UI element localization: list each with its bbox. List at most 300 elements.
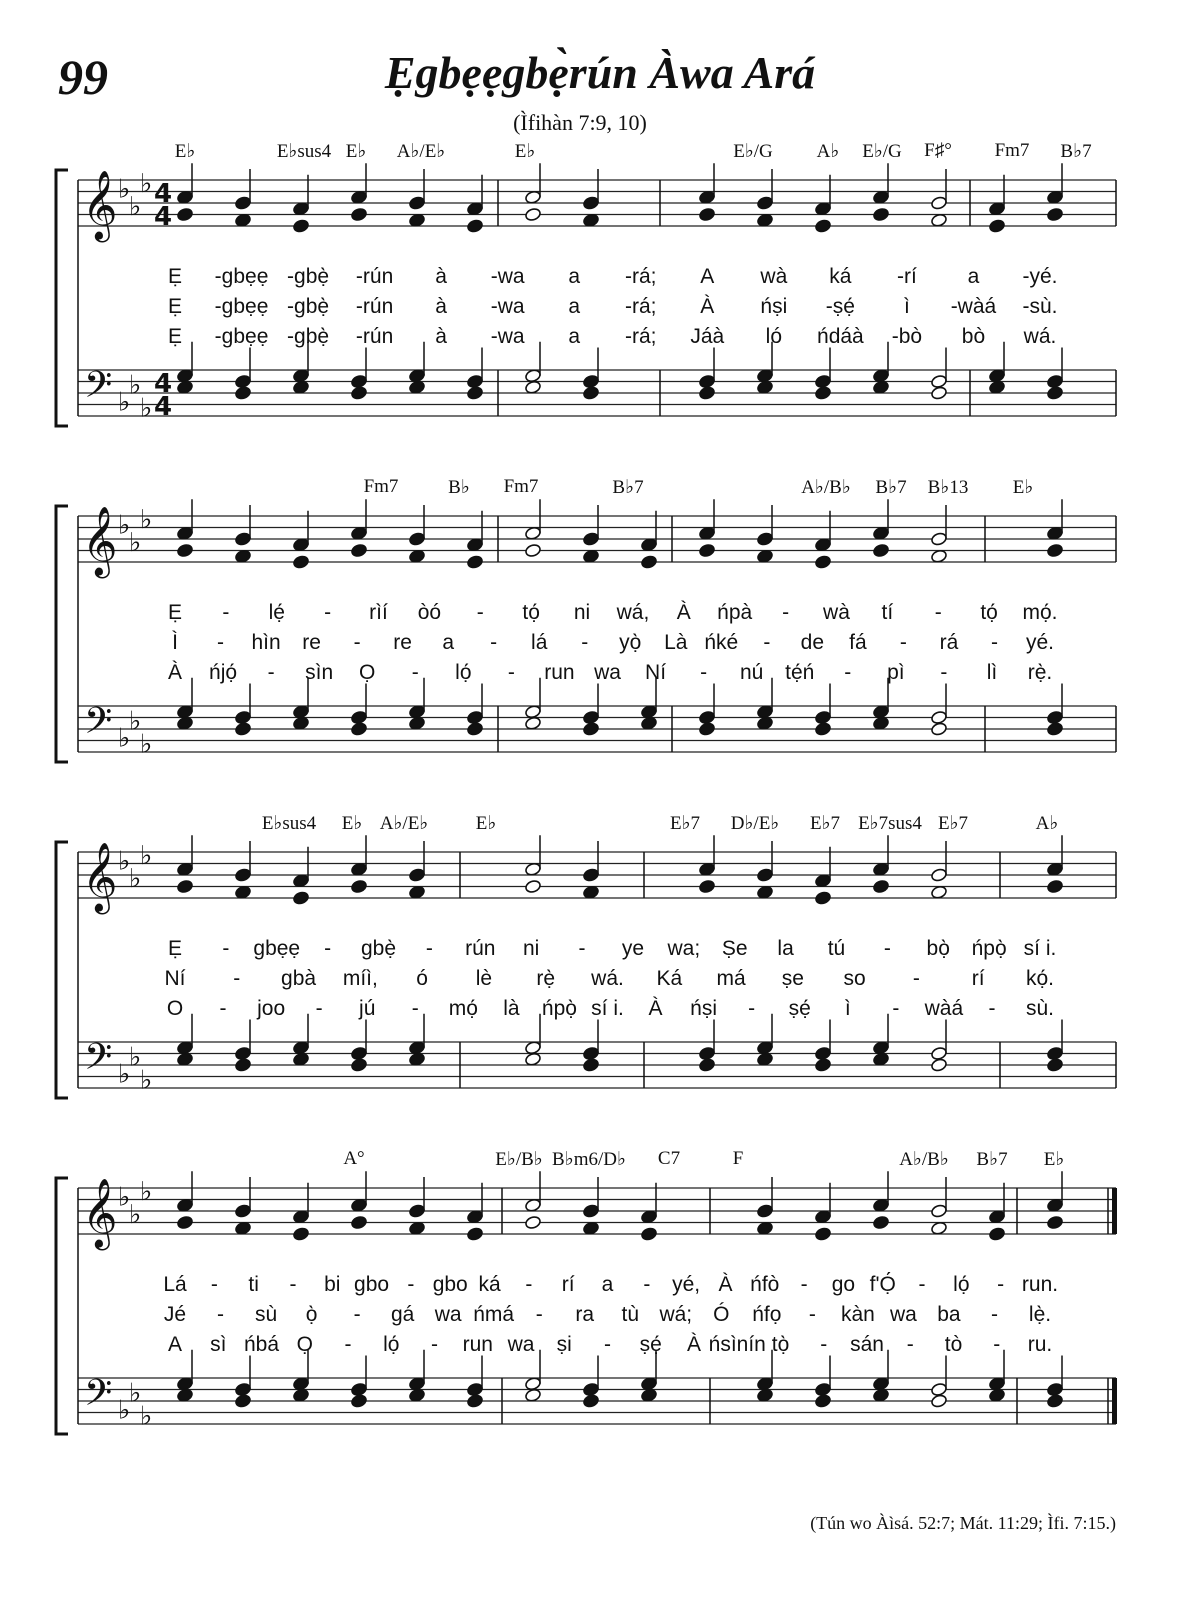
lyric-syllable: wà xyxy=(760,265,788,288)
note-head xyxy=(814,555,831,570)
final-barline xyxy=(1112,1188,1117,1234)
lyric-syllable: - xyxy=(525,1273,533,1296)
note-head xyxy=(234,1382,251,1397)
time-signature: 4 xyxy=(154,392,173,422)
note-head xyxy=(466,555,483,570)
lyric-syllable: tọ́ xyxy=(522,601,540,624)
note-head xyxy=(698,543,715,558)
lyric-syllable: wa xyxy=(889,1303,917,1326)
lyric-syllable: - xyxy=(578,937,586,960)
note-head xyxy=(408,196,425,211)
lyric-syllable: - xyxy=(431,1333,438,1356)
lyric-syllable: O xyxy=(166,997,184,1020)
lyric-syllable: - xyxy=(217,631,225,654)
final-barline xyxy=(1112,1378,1117,1424)
lyric-syllable: - xyxy=(425,937,433,960)
lyric-syllable: - xyxy=(800,1273,808,1296)
lyric-syllable: tú xyxy=(827,937,846,960)
system-bracket xyxy=(56,842,68,1098)
system-bracket xyxy=(56,1178,68,1434)
lyric-syllable: -gbẹẹ xyxy=(214,295,269,318)
note-head xyxy=(756,196,773,211)
lyric-syllable: ká xyxy=(829,265,852,288)
note-head xyxy=(1046,1046,1063,1061)
lyric-syllable: yọ̀ xyxy=(619,631,642,654)
lyric-syllable: À xyxy=(700,295,715,318)
lyric-syllable: rẹ̀ xyxy=(536,967,556,990)
lyric-syllable: ó xyxy=(416,967,428,990)
lyric-syllable: - xyxy=(990,631,998,654)
lyric-syllable: ni xyxy=(573,601,591,624)
lyric-syllable: - xyxy=(940,661,948,684)
lyric-syllable: bi xyxy=(324,1273,341,1296)
lyric-syllable: - xyxy=(267,661,275,684)
key-signature-flat: ♭ xyxy=(140,1065,153,1096)
lyric-syllable: À xyxy=(167,661,183,684)
lyric-syllable: - xyxy=(883,937,891,960)
lyric-syllable: pì xyxy=(887,661,905,684)
lyric-syllable: rí xyxy=(971,967,985,990)
lyric-syllable: - xyxy=(997,1273,1005,1296)
chord-symbol: E♭ xyxy=(514,141,536,162)
note-head xyxy=(814,1394,831,1409)
lyric-syllable: gá xyxy=(390,1303,415,1326)
note-head xyxy=(814,386,831,401)
lyric-syllable: sí i. xyxy=(1023,937,1057,960)
chord-symbol: A♭/B♭ xyxy=(801,477,851,498)
note-head xyxy=(1046,386,1063,401)
chord-symbol: A♭/E♭ xyxy=(396,141,446,162)
lyric-syllable: ńfọ xyxy=(752,1303,782,1326)
note-head xyxy=(350,374,367,389)
lyric-syllable: ṣẹ́ xyxy=(639,1333,662,1356)
chord-symbol: B♭7 xyxy=(612,477,644,498)
lyric-syllable: - xyxy=(700,661,708,684)
key-signature-flat: ♭ xyxy=(129,1199,142,1230)
chord-symbol: E♭/G xyxy=(733,141,773,162)
note-head xyxy=(350,1382,367,1397)
lyric-syllable: sán xyxy=(850,1333,884,1356)
note-head xyxy=(176,1215,193,1230)
hymn-title: Ẹgbẹẹgbẹ̀rún Àwa Ará xyxy=(384,47,816,98)
lyric-syllable: - xyxy=(643,1273,651,1296)
note-head xyxy=(698,710,715,725)
note-head xyxy=(756,532,773,547)
lyric-syllable: - xyxy=(993,1333,1001,1356)
footer-references: (Tún wo Àìsá. 52:7; Mát. 11:29; Ìfi. 7:15.) xyxy=(810,1513,1116,1533)
chord-symbol: B♭m6/D♭ xyxy=(552,1149,626,1170)
note-head xyxy=(930,196,947,211)
lyric-syllable: - xyxy=(222,937,230,960)
chord-symbol: Fm7 xyxy=(994,140,1030,161)
note-head xyxy=(350,386,367,401)
lyric-syllable: -wa xyxy=(490,265,525,288)
lyric-syllable: -rá; xyxy=(625,265,657,288)
chord-symbol: B♭13 xyxy=(927,477,969,498)
chord-symbol: E♭7sus4 xyxy=(858,813,922,834)
lyric-syllable: -wa xyxy=(490,295,525,318)
lyric-syllable: - xyxy=(912,967,920,990)
key-signature-flat: ♭ xyxy=(118,846,131,877)
note-head xyxy=(814,1058,831,1073)
chord-symbol: Fm7 xyxy=(363,476,399,497)
lyric-syllable: ra xyxy=(575,1303,595,1326)
note-head xyxy=(466,374,483,389)
lyric-syllable: -gbẹ̀ xyxy=(287,295,330,318)
bass-clef-icon: 𝄢 xyxy=(84,1036,113,1087)
note-head xyxy=(1046,1394,1063,1409)
key-signature-flat: ♭ xyxy=(140,393,153,424)
lyric-syllable: lè xyxy=(475,967,493,990)
note-head xyxy=(930,1204,947,1219)
lyric-syllable: - xyxy=(990,1303,998,1326)
chord-symbol: Fm7 xyxy=(503,476,539,497)
lyric-syllable: - xyxy=(217,1303,225,1326)
lyric-syllable: wá; xyxy=(659,1303,693,1326)
lyric-syllable: ṣẹ́ xyxy=(788,997,811,1020)
note-head xyxy=(408,868,425,883)
lyric-syllable: míì, xyxy=(342,967,378,990)
lyric-syllable: - xyxy=(353,1303,361,1326)
chord-symbol: B♭7 xyxy=(1060,141,1092,162)
chord-symbol: F xyxy=(732,1148,744,1169)
note-head xyxy=(930,1058,947,1073)
lyric-syllable: a xyxy=(967,265,980,288)
lyric-syllable: A xyxy=(700,265,715,288)
lyric-syllable: so xyxy=(843,967,866,990)
note-head xyxy=(698,386,715,401)
lyric-syllable: -sù. xyxy=(1022,295,1058,318)
note-head xyxy=(524,207,541,222)
chord-symbol: A° xyxy=(343,1148,365,1169)
note-head xyxy=(872,543,889,558)
chord-symbol: B♭7 xyxy=(976,1149,1008,1170)
note-head xyxy=(872,207,889,222)
lyric-syllable: ńṣi xyxy=(760,295,788,318)
lyric-syllable: Jáà xyxy=(690,325,725,348)
lyric-syllable: - xyxy=(324,937,332,960)
lyric-syllable: -yé. xyxy=(1022,265,1058,288)
lyric-syllable: à xyxy=(435,265,447,288)
note-head xyxy=(466,1382,483,1397)
lyric-syllable: à xyxy=(435,295,447,318)
lyric-syllable: lọ́ xyxy=(455,661,472,684)
lyric-syllable: wá. xyxy=(591,967,624,990)
note-head xyxy=(466,1394,483,1409)
lyric-syllable: lì xyxy=(986,661,998,684)
note-head xyxy=(234,374,251,389)
lyric-syllable: sù. xyxy=(1025,997,1055,1020)
lyric-syllable: ńké xyxy=(704,631,739,654)
bass-clef-icon: 𝄢 xyxy=(84,364,113,415)
lyric-syllable: - xyxy=(344,1333,352,1356)
key-signature-flat: ♭ xyxy=(129,527,142,558)
note-head xyxy=(234,1204,251,1219)
note-head xyxy=(1046,543,1063,558)
lyric-syllable: mọ́ xyxy=(448,997,478,1020)
lyric-syllable: - xyxy=(411,997,419,1020)
chord-symbol: E♭ xyxy=(475,813,497,834)
lyric-syllable: - xyxy=(844,661,852,684)
note-head xyxy=(814,374,831,389)
note-head xyxy=(698,374,715,389)
note-head xyxy=(930,1394,947,1409)
lyric-syllable: nú xyxy=(739,661,764,684)
lyric-syllable: ye xyxy=(621,937,645,960)
lyric-syllable: Ọ xyxy=(296,1333,313,1356)
note-head xyxy=(466,219,483,234)
note-head xyxy=(350,710,367,725)
note-head xyxy=(582,868,599,883)
lyric-syllable: òó xyxy=(417,601,442,624)
note-head xyxy=(582,710,599,725)
key-signature-flat: ♭ xyxy=(129,706,142,737)
key-signature-flat: ♭ xyxy=(129,1042,142,1073)
lyric-syllable: wa xyxy=(507,1333,535,1356)
note-head xyxy=(234,1058,251,1073)
note-head xyxy=(234,386,251,401)
key-signature-flat: ♭ xyxy=(140,1401,153,1432)
note-head xyxy=(814,1382,831,1397)
note-head xyxy=(1046,710,1063,725)
lyric-syllable: lẹ̀. xyxy=(1028,1303,1052,1326)
key-signature-flat: ♭ xyxy=(129,1378,142,1409)
lyric-syllable: - xyxy=(918,1273,926,1296)
key-signature-flat: ♭ xyxy=(118,174,131,205)
note-head xyxy=(1046,879,1063,894)
key-signature-flat: ♭ xyxy=(118,1182,131,1213)
key-signature-flat: ♭ xyxy=(140,168,153,199)
lyric-syllable: wà xyxy=(823,601,850,624)
lyric-syllable: ńfò xyxy=(750,1273,780,1296)
note-head xyxy=(466,722,483,737)
lyric-syllable: rí xyxy=(561,1273,575,1296)
lyric-syllable: tọ́ xyxy=(980,601,998,624)
lyric-syllable: tọ̀ xyxy=(771,1333,790,1356)
lyric-syllable: Ẹ xyxy=(167,295,183,318)
lyric-syllable: À xyxy=(648,997,663,1020)
lyric-syllable: tí xyxy=(881,601,894,624)
note-head xyxy=(466,1227,483,1242)
chord-symbol: A♭/B♭ xyxy=(899,1149,949,1170)
treble-clef-icon: 𝄞 xyxy=(82,1178,118,1248)
lyric-syllable: Ní xyxy=(645,661,667,684)
lyric-syllable: re xyxy=(393,631,412,654)
lyric-syllable: ńsìnín xyxy=(708,1333,766,1356)
note-head xyxy=(234,1046,251,1061)
note-head xyxy=(524,879,541,894)
lyric-syllable: - xyxy=(763,631,771,654)
note-head xyxy=(698,207,715,222)
lyric-syllable: wá. xyxy=(1023,325,1057,348)
lyric-syllable: -wàá xyxy=(950,295,997,318)
system-bracket xyxy=(56,506,68,762)
lyric-syllable: sì xyxy=(210,1333,227,1356)
lyric-syllable: wa xyxy=(434,1303,462,1326)
lyric-syllable: -rá; xyxy=(625,325,657,348)
lyric-syllable: sí i. xyxy=(591,997,624,1020)
chord-symbol: E♭7 xyxy=(937,813,969,834)
key-signature-flat: ♭ xyxy=(129,370,142,401)
lyric-syllable: -rún xyxy=(355,325,394,348)
note-head xyxy=(350,1215,367,1230)
lyric-syllable: hìn xyxy=(251,631,281,654)
note-head xyxy=(582,1382,599,1397)
key-signature-flat: ♭ xyxy=(118,1395,131,1426)
lyric-syllable: run xyxy=(544,661,575,684)
note-head xyxy=(582,1046,599,1061)
lyric-syllable: jú xyxy=(359,997,376,1020)
note-head xyxy=(582,196,599,211)
note-head xyxy=(176,879,193,894)
lyric-syllable: - xyxy=(315,997,323,1020)
lyric-syllable: a xyxy=(568,325,581,348)
lyric-syllable: ńṣi xyxy=(690,997,718,1020)
lyric-syllable: ńjọ́ xyxy=(209,661,238,684)
lyric-syllable: ká xyxy=(478,1273,501,1296)
lyric-syllable: À xyxy=(676,601,691,624)
lyric-syllable: ńdáà xyxy=(817,325,864,348)
note-head xyxy=(698,722,715,737)
note-head xyxy=(1046,1058,1063,1073)
lyric-syllable: sìn xyxy=(305,661,334,684)
lyric-syllable: - xyxy=(222,601,230,624)
lyric-syllable: Là xyxy=(664,631,688,654)
lyric-syllable: à xyxy=(435,325,447,348)
lyric-syllable: -rún xyxy=(355,265,394,288)
lyric-syllable: - xyxy=(906,1333,914,1356)
lyric-syllable: - xyxy=(490,631,498,654)
system-bracket xyxy=(56,170,68,426)
lyric-syllable: ru. xyxy=(1027,1333,1053,1356)
chord-symbol: E♭ xyxy=(345,141,367,162)
lyric-syllable: ì xyxy=(844,997,851,1020)
note-head xyxy=(698,1046,715,1061)
lyric-syllable: - xyxy=(219,997,227,1020)
lyric-syllable: a xyxy=(568,265,581,288)
lyric-syllable: - xyxy=(934,601,942,624)
lyric-syllable: gbẹẹ xyxy=(253,937,301,960)
note-head xyxy=(234,532,251,547)
note-head xyxy=(234,868,251,883)
lyric-syllable: - xyxy=(581,631,589,654)
lyric-syllable: - xyxy=(411,661,419,684)
lyric-syllable: lẹ́ xyxy=(268,601,285,624)
note-head xyxy=(930,386,947,401)
chord-symbol: E♭ xyxy=(1012,477,1034,498)
note-head xyxy=(350,1058,367,1073)
note-head xyxy=(1046,1382,1063,1397)
lyric-syllable: sù xyxy=(254,1303,278,1326)
note-head xyxy=(814,710,831,725)
lyric-syllable: ló xyxy=(765,325,783,348)
note-head xyxy=(698,1058,715,1073)
lyric-syllable: lọ́ xyxy=(383,1333,400,1356)
note-head xyxy=(582,1204,599,1219)
note-head xyxy=(1046,722,1063,737)
lyric-syllable: Ṣe xyxy=(721,937,748,960)
lyric-syllable: - xyxy=(233,967,241,990)
lyric-syllable: - xyxy=(820,1333,828,1356)
note-head xyxy=(872,879,889,894)
lyric-syllable: run xyxy=(462,1333,493,1356)
note-head xyxy=(640,1227,657,1242)
key-signature-flat: ♭ xyxy=(129,863,142,894)
chord-symbol: A♭/E♭ xyxy=(379,813,429,834)
note-head xyxy=(872,1215,889,1230)
note-head xyxy=(176,207,193,222)
note-head xyxy=(988,219,1005,234)
lyric-syllable: Ó xyxy=(713,1303,730,1326)
note-head xyxy=(350,1394,367,1409)
key-signature-flat: ♭ xyxy=(140,1176,153,1207)
note-head xyxy=(582,532,599,547)
time-signature: 4 xyxy=(154,369,173,399)
lyric-syllable: À xyxy=(686,1333,702,1356)
lyric-syllable: -gbẹẹ xyxy=(214,265,269,288)
lyric-syllable: ńpọ̀ xyxy=(541,997,577,1020)
lyric-syllable: f'Ọ́ xyxy=(869,1273,896,1296)
note-head xyxy=(466,710,483,725)
lyric-syllable: Jé xyxy=(163,1303,187,1326)
note-head xyxy=(814,1227,831,1242)
note-head xyxy=(814,722,831,737)
lyric-syllable: gbẹ̀ xyxy=(360,937,397,960)
lyric-syllable: -gbẹ̀ xyxy=(287,265,330,288)
lyric-syllable: tò xyxy=(944,1333,963,1356)
note-head xyxy=(350,1046,367,1061)
lyric-syllable: mọ́. xyxy=(1022,601,1058,624)
key-signature-flat: ♭ xyxy=(140,504,153,535)
note-head xyxy=(930,1046,947,1061)
note-head xyxy=(814,219,831,234)
chord-symbol: E♭ xyxy=(341,813,363,834)
note-head xyxy=(234,722,251,737)
key-signature-flat: ♭ xyxy=(129,191,142,222)
lyric-syllable: ì xyxy=(904,295,910,318)
chord-symbol: E♭sus4 xyxy=(276,141,332,162)
lyric-syllable: Ká xyxy=(656,967,683,990)
lyric-syllable: wàá xyxy=(924,997,964,1020)
note-head xyxy=(930,722,947,737)
lyric-syllable: rẹ̀. xyxy=(1027,661,1053,684)
note-head xyxy=(582,722,599,737)
key-signature-flat: ♭ xyxy=(140,729,153,760)
lyric-syllable: yé. xyxy=(1025,631,1055,654)
chord-symbol: C7 xyxy=(657,1148,681,1169)
lyric-syllable: - xyxy=(289,1273,297,1296)
note-head xyxy=(930,374,947,389)
lyric-syllable: -ṣẹ́ xyxy=(825,295,855,318)
lyric-syllable: - xyxy=(892,997,900,1020)
key-signature-flat: ♭ xyxy=(118,510,131,541)
lyric-syllable: ba xyxy=(937,1303,961,1326)
note-head xyxy=(350,722,367,737)
lyric-syllable: -rá; xyxy=(625,295,657,318)
lyric-syllable: - xyxy=(210,1273,218,1296)
bass-clef-icon: 𝄢 xyxy=(84,700,113,751)
lyric-syllable: ti xyxy=(248,1273,259,1296)
lyric-syllable: - xyxy=(353,631,361,654)
lyric-syllable: - xyxy=(782,601,790,624)
time-signature: 4 xyxy=(154,179,173,209)
lyric-syllable: - xyxy=(507,661,515,684)
note-head xyxy=(350,207,367,222)
note-head xyxy=(292,891,309,906)
lyric-syllable: kọ́. xyxy=(1025,967,1055,990)
lyric-syllable: ńmá xyxy=(473,1303,515,1326)
note-head xyxy=(292,219,309,234)
